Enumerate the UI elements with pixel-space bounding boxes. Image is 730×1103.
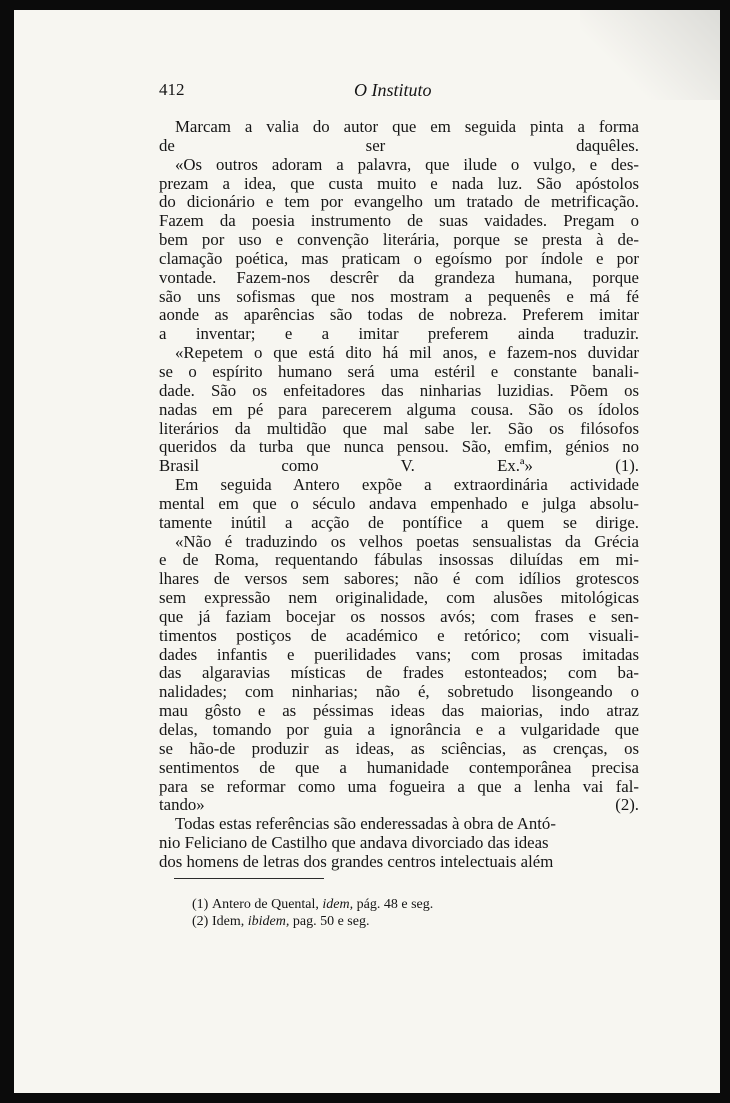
text-line: clamação poética, mas praticam o egoísmo por índole e por [159,248,639,268]
text-line: para se reformar como uma fogueira a que a lenha vai fal- [159,776,639,796]
text-line: tamente inútil a acção de pontífice a quem se dirige. [159,512,639,532]
text-line: Brasil como V. Ex.ª» (1). [159,456,639,476]
footnote-number: (1) [192,897,209,912]
text-line: mau gôsto e as péssimas ideas das maiorias, indo atraz [159,701,639,721]
footnote-number: (2) [192,914,209,929]
text-line: se hão-de produzir as ideas, as sciências, as crenças, os [159,738,639,758]
text-line: Todas estas referências são enderessadas à obra de Antó- [175,814,556,834]
text-line: a inventar; e a imitar preferem ainda traduzir. [159,324,639,344]
text-line: literários da multidão que mal sabe ler. São os filósofos [159,418,639,438]
text-line: «Repetem o que está dito há mil anos, e fazem-nos duvidar [175,343,639,363]
footnote-2 [192,913,612,930]
text-line: Marcam a valia do autor que em seguida pinta a forma [175,117,639,136]
text-line: são uns sofismas que nos mostram a pequenês e má fé [159,286,639,306]
paragraph-5 [159,533,639,816]
book-page [14,10,720,1093]
text-line: nalidades; com ninharias; não é, sobretudo lisongeando o [159,682,639,702]
footnotes [192,896,612,930]
text-line: tando» (2). [159,795,639,815]
text-line: Em seguida Antero expõe a extraordinária actividade [175,475,639,495]
text-line: nadas em pé para parecerem alguma cousa. São os ídolos [159,399,639,419]
text-line: dades infantis e puerilidades vans; com prosas imitadas [159,644,639,664]
text-line: e de Roma, requentando fábulas insossas diluídas em mi- [159,550,639,570]
text-line: sentimentos de que a humanidade contemporânea precisa [159,757,639,777]
text-line: das algaravias místicas de frades estonteados; com ba- [159,663,639,683]
running-title: O Instituto [354,80,432,100]
text-line: Fazem da poesia instrumento de suas vaidades. Pregam o [159,211,639,231]
text-line: sem expressão nem originalidade, com alusões mitológicas [159,588,639,608]
footnote-italic: ibidem, [247,914,290,929]
paragraph-4 [159,476,639,533]
text-line: do dicionário e tem por evangelho um tratado de metrificação. [159,192,639,212]
text-line: delas, tomando por guia a ignorância e a vulgaridade que [159,720,639,739]
page-number: 412 [159,80,185,99]
footnote-text: Idem, [212,914,248,929]
text-line: timentos postiços de académico e retórico; com visuali- [159,625,639,645]
body-text [159,118,639,872]
text-line: nio Feliciano de Castilho que andava divorciado das ideas [159,833,549,853]
footnote-text: pág. 48 e seg. [353,897,434,912]
footnote-text: Antero de Quental, [212,897,323,912]
text-line: lhares de versos sem sabores; não é com idílios grotescos [159,569,639,589]
text-line: queridos da turba que nunca pensou. São, emfim, génios no [159,437,639,457]
footnote-1 [192,896,612,913]
text-line: de ser daquêles. [159,135,639,155]
footnote-divider [174,878,324,879]
text-line: dos homens de letras dos grandes centros intelectuais além [159,851,554,871]
page-header [159,80,639,104]
text-line: bem por uso e convenção literária, porque se presta à de- [159,230,639,250]
paragraph-1 [159,118,639,156]
text-line: prezam a idea, que custa muito e nada luz. São apóstolos [159,173,639,193]
text-line: mental em que o século andava empenhado e julga absolu- [159,493,639,513]
footnote-italic: idem, [322,897,354,912]
paragraph-3 [159,344,639,476]
paragraph-2 [159,156,639,344]
text-line: vontade. Fazem-nos descrêr da grandeza humana, porque [159,267,639,287]
text-line: «Os outros adoram a palavra, que ilude o vulgo, e des- [175,154,639,174]
text-line: que já faziam bocejar os nossos avós; com frases e sen- [159,606,639,626]
text-line: «Não é traduzindo os velhos poetas sensualistas da Grécia [175,531,639,551]
text-line: dade. São os enfeitadores das ninharias luzidias. Põem os [159,380,639,400]
text-line: se o espírito humano será uma estéril e constante banali- [159,361,639,381]
paragraph-6 [159,815,639,872]
text-line: aonde as aparências são todas de nobreza. Preferem imitar [159,305,639,325]
footnote-text: pag. 50 e seg. [289,914,370,929]
